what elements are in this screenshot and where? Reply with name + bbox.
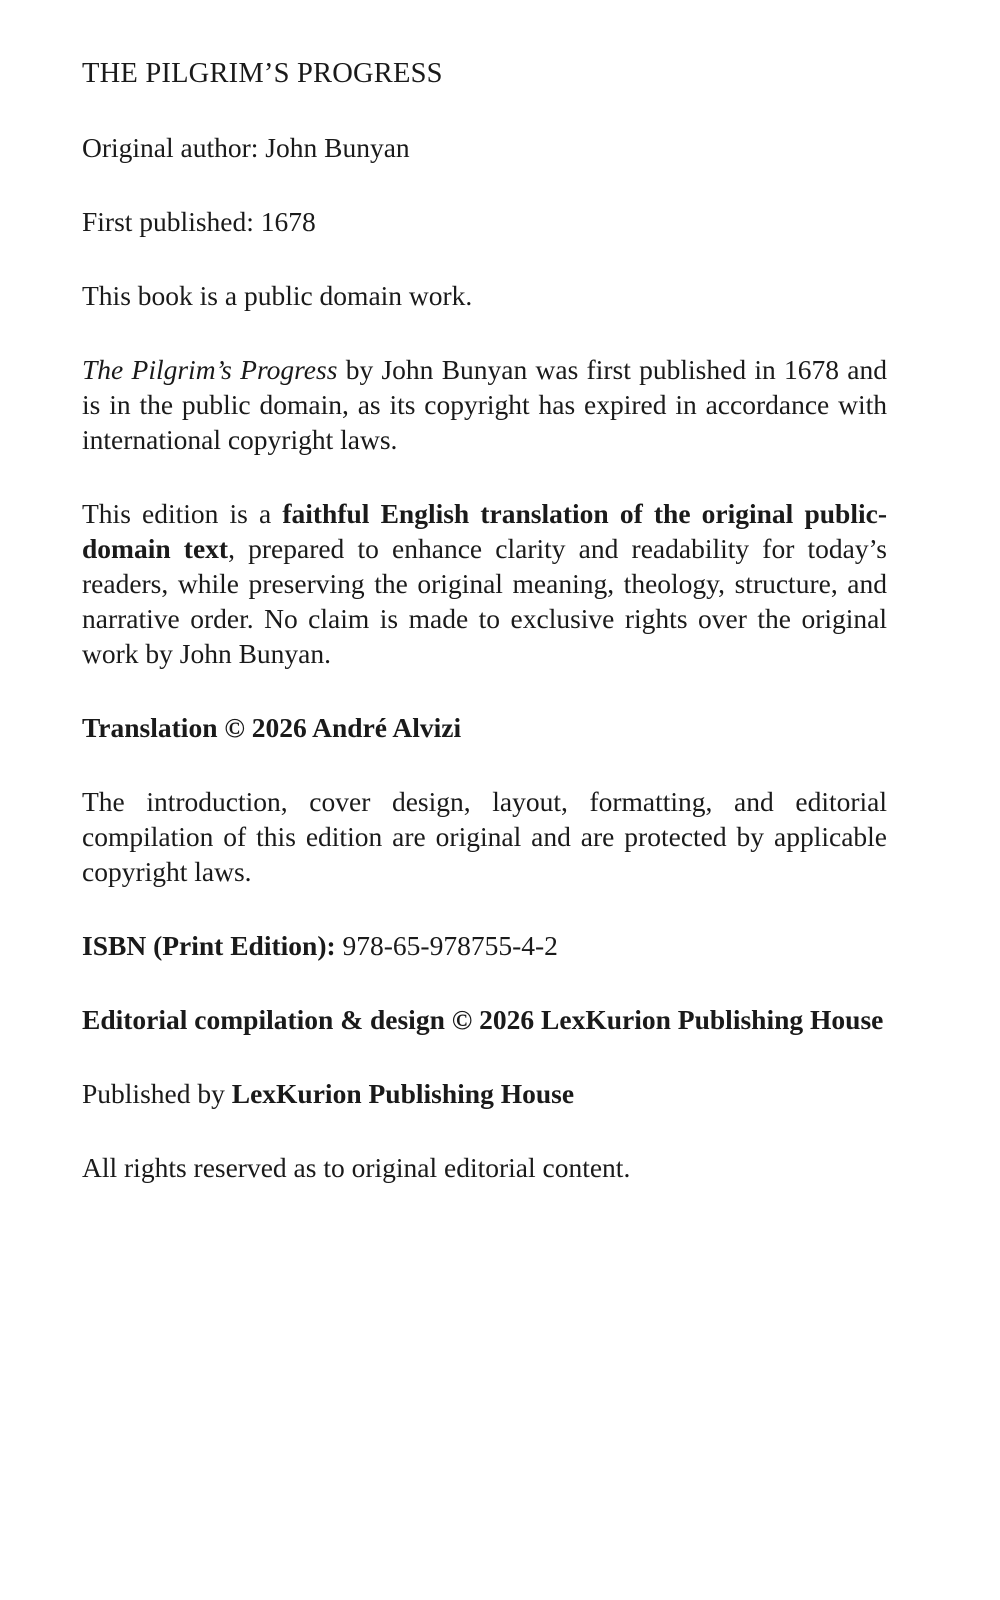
rights-reserved: All rights reserved as to original editorial content. [82, 1152, 631, 1183]
edition-paragraph-rest: , prepared to enhance clarity and readability for today’s readers, while preserving the original meaning, theology, structure, and narrative order. No claim is made to exclusive rights over the original work by John Bunyan. [82, 533, 887, 669]
work-title: The Pilgrim’s Progress [82, 354, 338, 385]
translation-copyright [82, 710, 887, 745]
copyright-paragraph-text: by John Bunyan was first published in 1678 and is in the public domain, as its copyright has expired in accordance with international copyright laws. [82, 354, 887, 455]
translation-copyright-text: Translation © 2026 André Alvizi [82, 712, 462, 743]
book-title: THE PILGRIM’S PROGRESS [82, 58, 443, 89]
original-author: Original author: John Bunyan [82, 132, 410, 163]
edition-paragraph [82, 496, 887, 671]
first-published: First published: 1678 [82, 206, 316, 237]
published-by [82, 1076, 887, 1111]
edition-paragraph-intro: This edition is a [82, 498, 283, 529]
isbn-label: ISBN (Print Edition): [82, 930, 336, 961]
public-domain-statement: This book is a public domain work. [82, 280, 473, 311]
publisher-name: LexKurion Publishing House [231, 1078, 575, 1109]
isbn-value: 978-65-978755-4-2 [335, 930, 558, 961]
copyright-paragraph [82, 352, 887, 457]
editorial-copyright [82, 1002, 887, 1037]
isbn-line [82, 928, 887, 963]
edition-paragraph-emphasis: faithful English translation of the original public-domain text [82, 498, 887, 564]
introduction-paragraph: The introduction, cover design, layout, formatting, and editorial compilation of this edition are original and are protected by applicable copyright laws. [82, 786, 887, 887]
published-by-prefix: Published by [82, 1078, 232, 1109]
editorial-copyright-text: Editorial compilation & design © 2026 LexKurion Publishing House [82, 1004, 884, 1035]
